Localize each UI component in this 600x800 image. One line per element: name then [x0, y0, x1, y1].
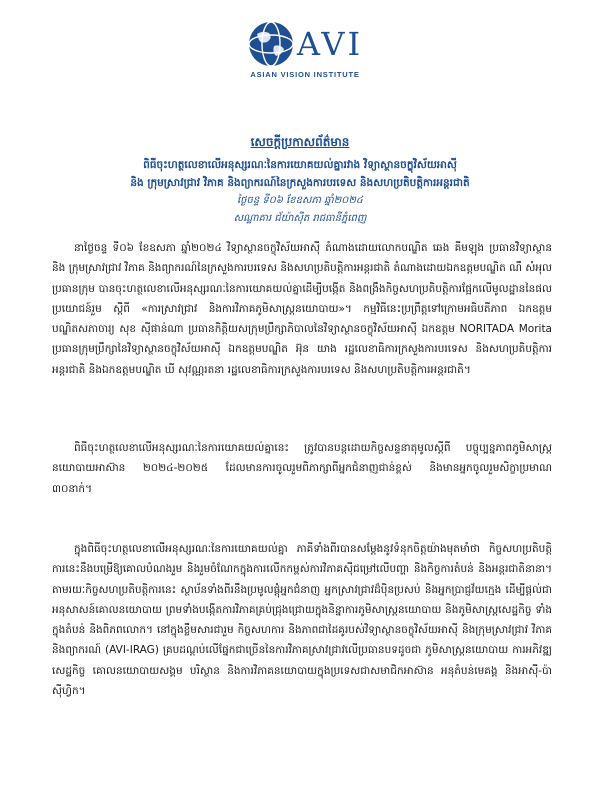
paragraph-3: ក្នុងពិធីចុះហត្ថលេខាលើអនុស្សរណៈនៃការយោគយល់គ្នា ភាគីទាំងពីរបានសម្តែងនូវទំនុកចិត្តយ៉ាងមុតមាំថា កិច្ចសហប្រតិបត្តិការនេះនឹងបម្រើឱ្យគោលបំណងរួម និងរួមចំណែកក្នុងការលើកកម្ពស់ការវិភាគស៊ីជម្រៅលើបញ្ហា និងកិច្ចការតំបន់ និងអន្តរជាតិនានា។ តាមរយៈកិច្ចសហប្រតិបត្តិការនេះ ស្ថាប័នទាំងពីរនឹងប្រមូលផ្តុំអ្នកជំនាញ អ្នកស្រាវជ្រាវដ៏ប៉ិនប្រសប់ និងអ្នកប្រាជ្ញវ័យក្មេង ដើម្បីផ្តល់ជាអនុសាសន៍គោលនយោបាយ ព្រមទាំងបង្កើតការវិភាគគ្រប់ជ្រុងជ្រោយក្នុងនិន្នាការភូមិសាស្ត្រនយោបាយ និងភូមិសាស្ត្រសេដ្ឋកិច្ច ទាំងក្នុងតំបន់ និងពិភពលោក។ នៅក្នុងខ្លឹមសារជារួម កិច្ចសហការ និងភាពជាដៃគូរបស់វិទ្យាស្ថានចក្ខុវិស័យអាស៊ី និងក្រុមស្រាវជ្រាវ វិភាគ និងព្យាករណ៍ (AVI-IRAG) គ្របដណ្តប់លើផ្នែកជាច្រើននៃការវិភាគស្រាវជ្រាវលើប្រធានបទដូចជា ភូមិសាស្ត្រនយោបាយ ការអភិវឌ្ឍសេដ្ឋកិច្ច គោលនយោបាយសង្គម បរិស្ថាន និងការវិភាគនយោបាយក្នុងប្រទេសជាសមាជិកអាស៊ាន អនុតំបន់មេគង្គ និងអាស៊ី-ប៉ាស៊ីហ្វិក។ — [52, 543, 552, 698]
paragraph-1: នាថ្ងៃចន្ទ ទី០៦ ខែឧសភា ឆ្នាំ២០២៤ វិទ្យាស្ថានចក្ខុវិស័យអាស៊ី តំណាងដោយលោកបណ្ឌិត ឆេង គីមឡុង ប្រធានវិទ្យាស្ថាន និង ក្រុមស្រាវជ្រាវ វិភាគ និងព្យាករណ៍នៃក្រសួងការបរទេស និងសហប្រតិបត្តិការអន្តរជាតិ តំណាងដោយឯកឧត្តមបណ្ឌិត ណឹ សំអុល ប្រធានក្រុម បានចុះហត្ថលេខាលើអនុស្សរណៈនៃការយោគយល់គ្នាដើម្បីបង្កើត និងពង្រឹងកិច្ចសហប្រតិបត្តិការផ្អែកលើមូលដ្ឋាននៃផលប្រយោជន៍រួម ស្តីពី «ការស្រាវជ្រាវ និងការវិភាគភូមិសាស្ត្រនយោបាយ»។ កម្មវិធីនេះប្រព្រឹត្តទៅក្រោមអធិបតីភាព ឯកឧត្តមបណ្ឌិតសភាចារ្យ សុខ ស៊ីផាន់ណា ប្រធានកិត្តិយសក្រុមប្រឹក្សាភិបាលនៃវិទ្យាស្ថានចក្ខុវិស័យអាស៊ី ឯកឧត្តម NORITADA Morita ប្រធានក្រុមប្រឹក្សានៃវិទ្យាស្ថានចក្ខុវិស័យអាស៊ី ឯកឧត្តមបណ្ឌិត អ៊ុន យាង រដ្ឋលេខាធិការក្រសួងការបរទេស និងសហប្រតិបត្តិការអន្តរជាតិ និងឯកឧត្តមបណ្ឌិត ឃី សុវណ្ណរតនា រដ្ឋលេខាធិការក្រសួងការបរទេស និងសហប្រតិបត្តិការអន្តរជាតិ។ — [52, 242, 552, 376]
press-release-heading: សេចក្ដីប្រកាសព័ត៌មាន — [250, 135, 350, 149]
paragraph-2: ពិធីចុះហត្ថលេខាលើអនុស្សរណៈនៃការយោគយល់គ្នានេះ ត្រូវបានបន្តដោយកិច្ចសន្ទនាតុមូលស្តីពី បច្ចុប្បន្នភាពភូមិសាស្ត្រនយោបាយអាស៊ាន ២០២៤-២០២៥ ដែលមានការចូលរួមពិភាក្សាពីអ្នកជំនាញជាន់ខ្ពស់ និងមានអ្នកចូលរួមសិក្ខាប្រមាណ ៣០នាក់។ — [52, 442, 552, 495]
subtitle-line-2: និង ក្រុមស្រាវជ្រាវ វិភាគ និងព្យាករណ៍នៃក្រសួងការបរទេស និងសហប្រតិបត្តិការអន្តរជាតិ — [130, 177, 470, 189]
globe-icon — [247, 20, 295, 68]
event-date: ថ្ងៃចន្ទ ទី០៦ ខែឧសភា ឆ្នាំ២០២៤ — [237, 195, 363, 206]
subtitle-line-1: ពិធីចុះហត្ថលេខាលើអនុស្សរណៈនៃការយោគយល់គ្នារវាង វិទ្យាស្ថានចក្ខុវិស័យអាស៊ី — [143, 159, 457, 171]
event-location: សណ្ឋាគារ ជ័យ៉ាស៊ីត រាជធានីភ្នំពេញ — [233, 213, 367, 224]
event-subtitle — [100, 156, 500, 192]
logo-wordmark: AVI — [296, 25, 364, 63]
avi-logo — [240, 20, 370, 100]
event-meta — [100, 192, 500, 228]
logo-subtitle: ASIAN VISION INSTITUTE — [250, 70, 360, 79]
